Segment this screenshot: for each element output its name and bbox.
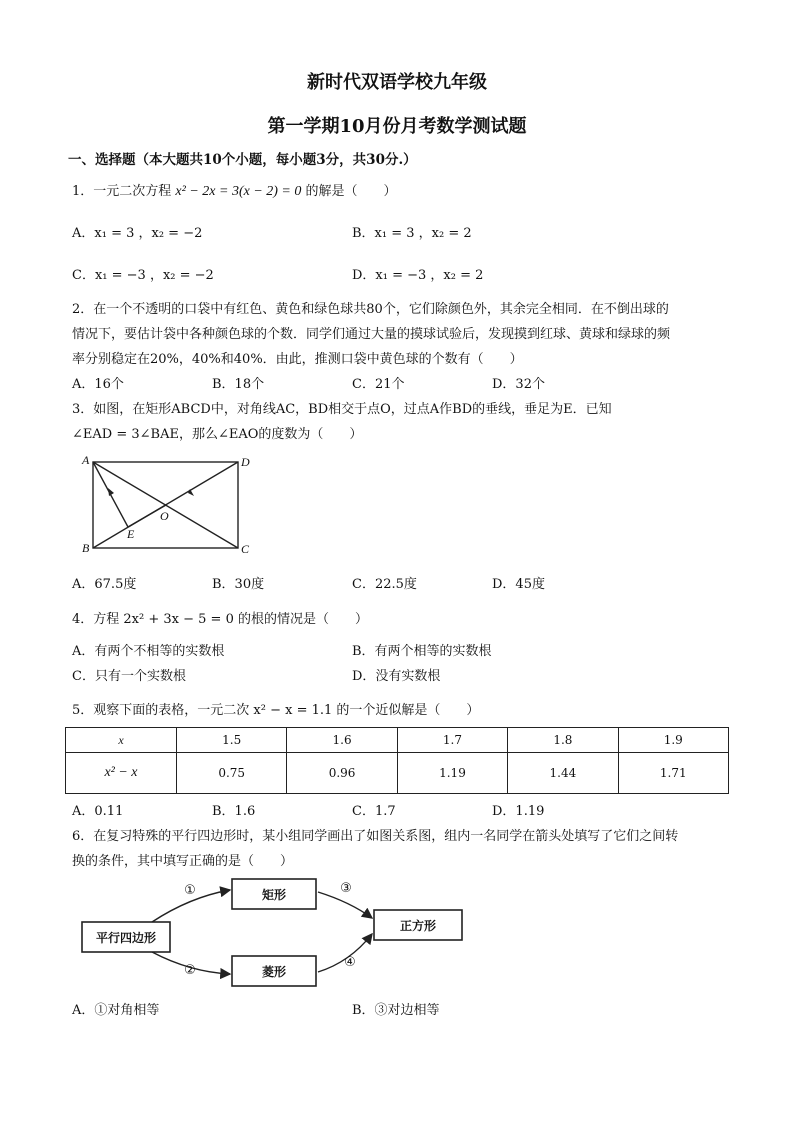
q6-option-b[interactable]: B．③对边相等: [352, 1003, 440, 1018]
q3-option-d[interactable]: D．45度: [492, 577, 545, 592]
label-d: D: [241, 455, 250, 469]
question-6-line-1: 6．在复习特殊的平行四边形时，某小组同学画出了如图关系图，组内一名同学在箭头处填写了它们之间转: [72, 829, 679, 844]
q1-option-b[interactable]: B．x₁ = 3 ，x₂ = 2: [352, 226, 472, 241]
q5-option-c[interactable]: C．1.7: [352, 804, 396, 819]
rectangle-figure: [78, 452, 258, 562]
table-cell: 0.96: [287, 753, 397, 794]
q1-option-c[interactable]: C．x₁ = −3 ，x₂ = −2: [72, 268, 214, 283]
value-table: [65, 727, 729, 794]
table-cell: 1.71: [618, 753, 728, 794]
parallelogram-label: 平行四边形: [95, 931, 157, 945]
condition-marker-3: ③: [340, 881, 352, 896]
table-row: [66, 753, 729, 794]
table-cell: 1.9: [618, 728, 728, 753]
q4-option-d[interactable]: D．没有实数根: [352, 669, 441, 684]
table-cell: 1.19: [397, 753, 507, 794]
question-3-line-1: 3．如图，在矩形ABCD中，对角线AC，BD相交于点O，过点A作BD的垂线，垂足为E．已知: [72, 402, 612, 417]
label-c: C: [241, 542, 250, 556]
q4-option-a[interactable]: A．有两个不相等的实数根: [72, 644, 225, 659]
square-label: 正方形: [399, 919, 437, 933]
rectangle-label: 矩形: [261, 888, 287, 902]
question-2-line-1: 2．在一个不透明的口袋中有红色、黄色和绿色球共80个，它们除颜色外，其余完全相同．在不倒出球的: [72, 302, 669, 317]
q1-option-d[interactable]: D．x₁ = −3 ，x₂ = 2: [352, 268, 484, 283]
relationship-diagram: [80, 872, 470, 992]
q3-option-c[interactable]: C．22.5度: [352, 577, 417, 592]
condition-marker-4: ④: [344, 955, 356, 970]
table-cell: 1.44: [508, 753, 618, 794]
q4-option-c[interactable]: C．只有一个实数根: [72, 669, 186, 684]
q5-option-b[interactable]: B．1.6: [212, 804, 256, 819]
table-row: [66, 728, 729, 753]
label-a: A: [82, 453, 90, 467]
q5-option-d[interactable]: D．1.19: [492, 804, 545, 819]
question-3-line-2: ∠EAD = 3∠BAE，那么∠EAO的度数为（ ）: [72, 427, 363, 442]
q2-option-d[interactable]: D．32个: [492, 377, 545, 392]
question-1-prefix: 1．一元二次方程: [72, 184, 172, 199]
question-2-line-3: 率分别稳定在20%，40%和40%．由此，推测口袋中黄色球的个数有（ ）: [72, 352, 523, 367]
q2-option-a[interactable]: A．16个: [72, 377, 124, 392]
table-cell: 1.7: [397, 728, 507, 753]
page-subtitle: 第一学期10月份月考数学测试题: [267, 116, 527, 137]
table-cell: 1.6: [287, 728, 397, 753]
q4-option-b[interactable]: B．有两个相等的实数根: [352, 644, 492, 659]
q2-option-c[interactable]: C．21个: [352, 377, 405, 392]
table-cell: 1.5: [177, 728, 287, 753]
condition-marker-2: ②: [184, 963, 196, 978]
table-header-cell: x: [66, 728, 177, 753]
label-o: O: [160, 509, 169, 523]
question-1-suffix: 的解是（ ）: [305, 184, 397, 199]
question-4: 4．方程 2x² + 3x − 5 = 0 的根的情况是（ ）: [72, 612, 368, 627]
q6-option-a[interactable]: A．①对角相等: [72, 1003, 160, 1018]
table-cell: 0.75: [177, 753, 287, 794]
condition-marker-1: ①: [184, 883, 196, 898]
q5-option-a[interactable]: A．0.11: [72, 804, 124, 819]
section-heading: 一、选择题（本大题共10个小题，每小题3分，共30分.）: [68, 152, 417, 168]
label-e: E: [127, 527, 135, 541]
q2-option-b[interactable]: B．18个: [212, 377, 265, 392]
q3-option-a[interactable]: A．67.5度: [72, 577, 137, 592]
table-cell: 1.8: [508, 728, 618, 753]
q1-option-a[interactable]: A．x₁ = 3 ，x₂ = −2: [72, 226, 203, 241]
table-header-cell: x² − x: [66, 753, 177, 794]
question-6-line-2: 换的条件，其中填写正确的是（ ）: [72, 854, 294, 869]
page-title: 新时代双语学校九年级: [307, 72, 487, 93]
arrowhead: [108, 488, 114, 496]
label-b: B: [82, 541, 90, 555]
q3-option-b[interactable]: B．30度: [212, 577, 265, 592]
question-1-equation: x² − 2x = 3(x − 2) = 0: [175, 184, 302, 199]
question-2-line-2: 情况下，要估计袋中各种颜色球的个数．同学们通过大量的摸球试验后，发现摸到红球、黄球和绿球的频: [72, 327, 671, 342]
rhombus-label: 菱形: [261, 965, 287, 979]
question-5: 5．观察下面的表格，一元二次 x² − x = 1.1 的一个近似解是（ ）: [72, 703, 480, 718]
question-1: [72, 180, 397, 200]
